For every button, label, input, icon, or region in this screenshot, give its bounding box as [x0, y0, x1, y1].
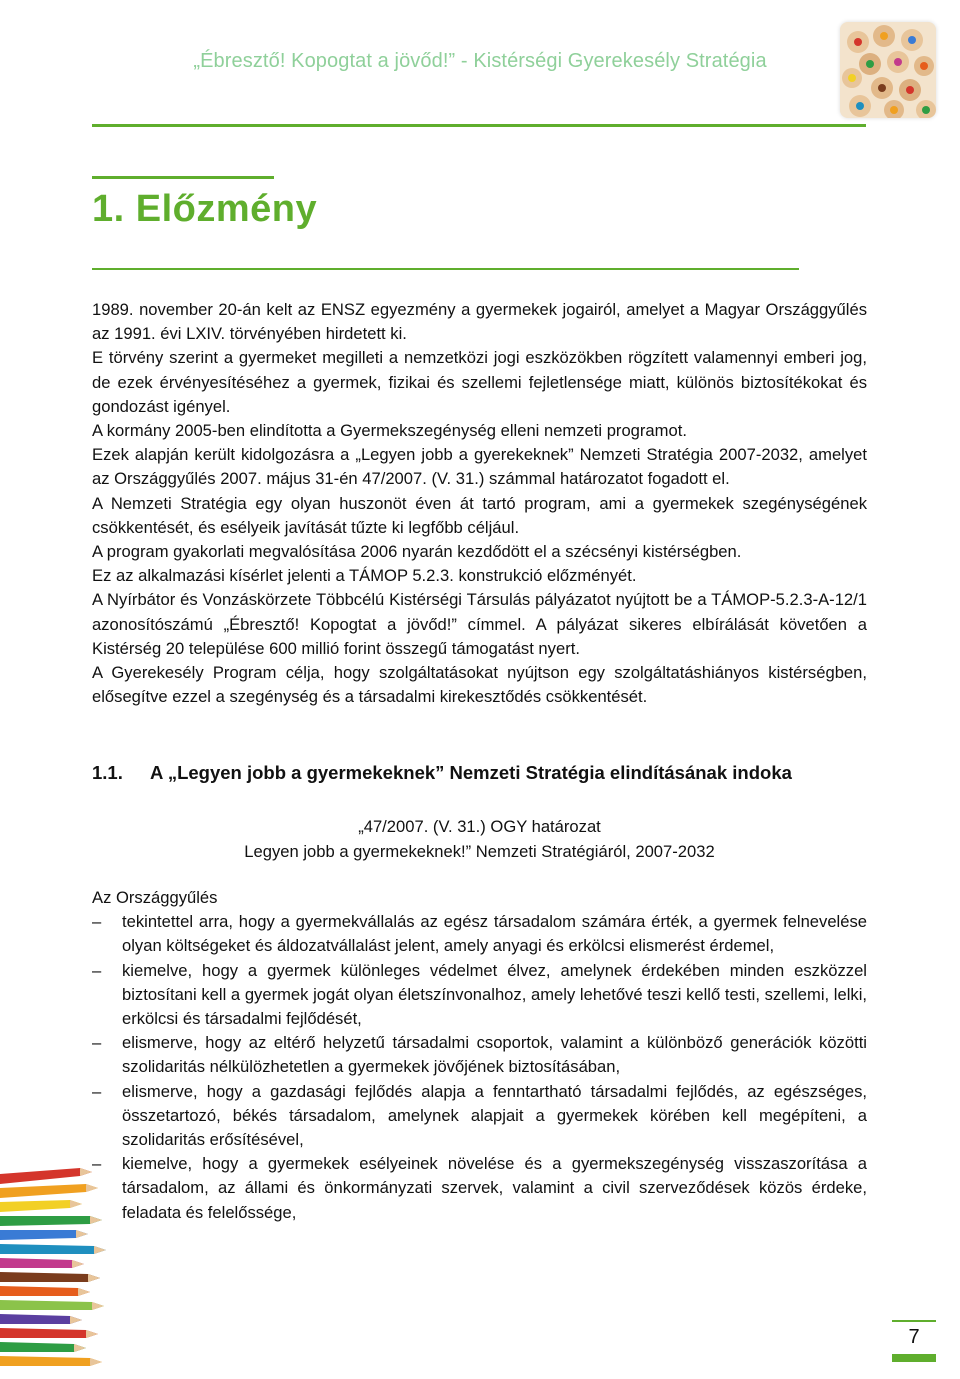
clause-list — [92, 910, 867, 1225]
dash-bullet: – — [92, 1081, 102, 1101]
running-header-title: „Ébresztő! Kopogtat a jövőd!” - Kistérségi Gyerekesély Stratégia — [193, 50, 767, 72]
section-title-text: A „Legyen jobb a gyermekeknek” Nemzeti Stratégia elindításának indoka — [150, 762, 792, 783]
section-number: 1.1. — [92, 762, 123, 783]
section-heading — [92, 762, 792, 784]
chapter-heading-rule-top — [92, 176, 274, 179]
colored-pencils-icon — [0, 1164, 110, 1374]
intro-paragraph: A kormány 2005-ben elindította a Gyermekszegénység elleni nemzeti programot. — [92, 421, 687, 441]
list-item — [92, 1080, 867, 1153]
list-item — [92, 1152, 867, 1225]
assembly-lead: Az Országgyűlés — [92, 888, 218, 907]
intro-paragraph: Ez az alkalmazási kísérlet jelenti a TÁMOP 5.2.3. konstrukció előzményét. — [92, 566, 637, 586]
resolution-citation — [92, 815, 867, 864]
intro-paragraph: 1989. november 20-án kelt az ENSZ egyezmény a gyermekek jogairól, amelyet a Magyar Országgyűlés az 1991. évi LXIV. törvényében hirdetett ki. — [92, 300, 867, 344]
intro-paragraph: A program gyakorlati megvalósítása 2006 nyarán kezdődött el a szécsényi kistérségben. — [92, 542, 742, 562]
assembly-text-block — [92, 886, 867, 1225]
clause-text: elismerve, hogy a gazdasági fejlődés alapja a fenntartható társadalmi fejlődés, az egészséges, összetartozó, békés társadalom, amelynek alapjait a gyermekek körében kell megépíteni, a szolidaritás erősítésével, — [122, 1081, 867, 1150]
chapter-heading-rule-bottom — [92, 268, 799, 270]
clause-text: kiemelve, hogy a gyermek különleges védelmet élvez, amelynek érdekében minden eszközzel biztosítani kell a gyermek jogát olyan életszínvonalhoz, amely lehetővé teszi kellő testi, szellemi, lelki, erkölcsi és társadalmi fejlődését, — [122, 960, 867, 1029]
page-number-rule — [892, 1320, 936, 1322]
resolution-line: „47/2007. (V. 31.) OGY határozat — [358, 817, 601, 836]
dash-bullet: – — [92, 960, 102, 980]
intro-text-block — [92, 298, 867, 709]
chapter-title: 1. Előzmény — [92, 188, 318, 230]
list-item — [92, 1031, 867, 1079]
intro-paragraph: A Nemzeti Stratégia egy olyan huszonöt éven át tartó program, ami a gyermekek szegénységének csökkentését, és esélyeik javítását tűzte ki legfőbb céljául. — [92, 493, 867, 537]
clause-text: elismerve, hogy az eltérő helyzetű társadalmi csoportok, valamint a különböző generációk közötti szolidaritás nélkülözhetetlen a gyermekek jövőjének biztosításában, — [122, 1033, 867, 1077]
clause-text: tekintettel arra, hogy a gyermekvállalás az egész társadalom számára érték, a gyermek felnevelése olyan költségeket és áldozatvállalást jelent, amely anyagi és erkölcsi elismerést érdemel, — [122, 912, 867, 956]
intro-paragraph: Ezek alapján került kidolgozásra a „Legyen jobb a gyerekeknek” Nemzeti Stratégia 2007-2032, amelyet az Országgyűlés 2007. május 31-én 47/2007. (V. 31.) számmal határozatot fogadott el. — [92, 445, 867, 489]
intro-paragraph: A Gyerekesély Program célja, hogy szolgáltatásokat nyújtson egy szolgáltatáshiányos kistérségben, elősegítve ezzel a szegénység és a társadalmi kirekesztődés csökkentését. — [92, 663, 867, 707]
page-number-bar — [892, 1354, 936, 1362]
intro-paragraph: A Nyírbátor és Vonzáskörzete Többcélú Kistérségi Társulás pályázatot nyújtott be a TÁMOP-5.2.3-A-12/1 azonosítószámú „Ébresztő! Kopogtat a jövőd!” címmel. A pályázat sikeres elbírálását követően a Kistérség 20 települése 600 millió forint összegű támogatást nyert. — [92, 590, 867, 658]
resolution-line: Legyen jobb a gyermekeknek!” Nemzeti Stratégiáról, 2007-2032 — [244, 841, 715, 861]
list-item — [92, 959, 867, 1032]
dash-bullet: – — [92, 1154, 102, 1174]
dash-bullet: – — [92, 1033, 102, 1053]
colored-pencils-icon — [840, 22, 936, 118]
intro-paragraph: E törvény szerint a gyermeket megilleti a nemzetközi jogi eszközökben rögzített valamennyi emberi jog, de ezek érvényesítéséhez a gyermek, fizikai és szellemi fejletlensége miatt, különös biztosítékokat és gondozást igényel. — [92, 348, 867, 416]
list-item — [92, 910, 867, 958]
page-number: 7 — [908, 1326, 920, 1348]
clause-text: kiemelve, hogy a gyermekek esélyeinek növelése és a gyermekszegénység visszaszorítása a társadalom, az állami és önkormányzati szervek, valamint a civil szerveződések közös érdeke, feladata és felelőssége, — [122, 1154, 867, 1222]
header-divider — [92, 124, 866, 127]
dash-bullet: – — [92, 912, 102, 932]
